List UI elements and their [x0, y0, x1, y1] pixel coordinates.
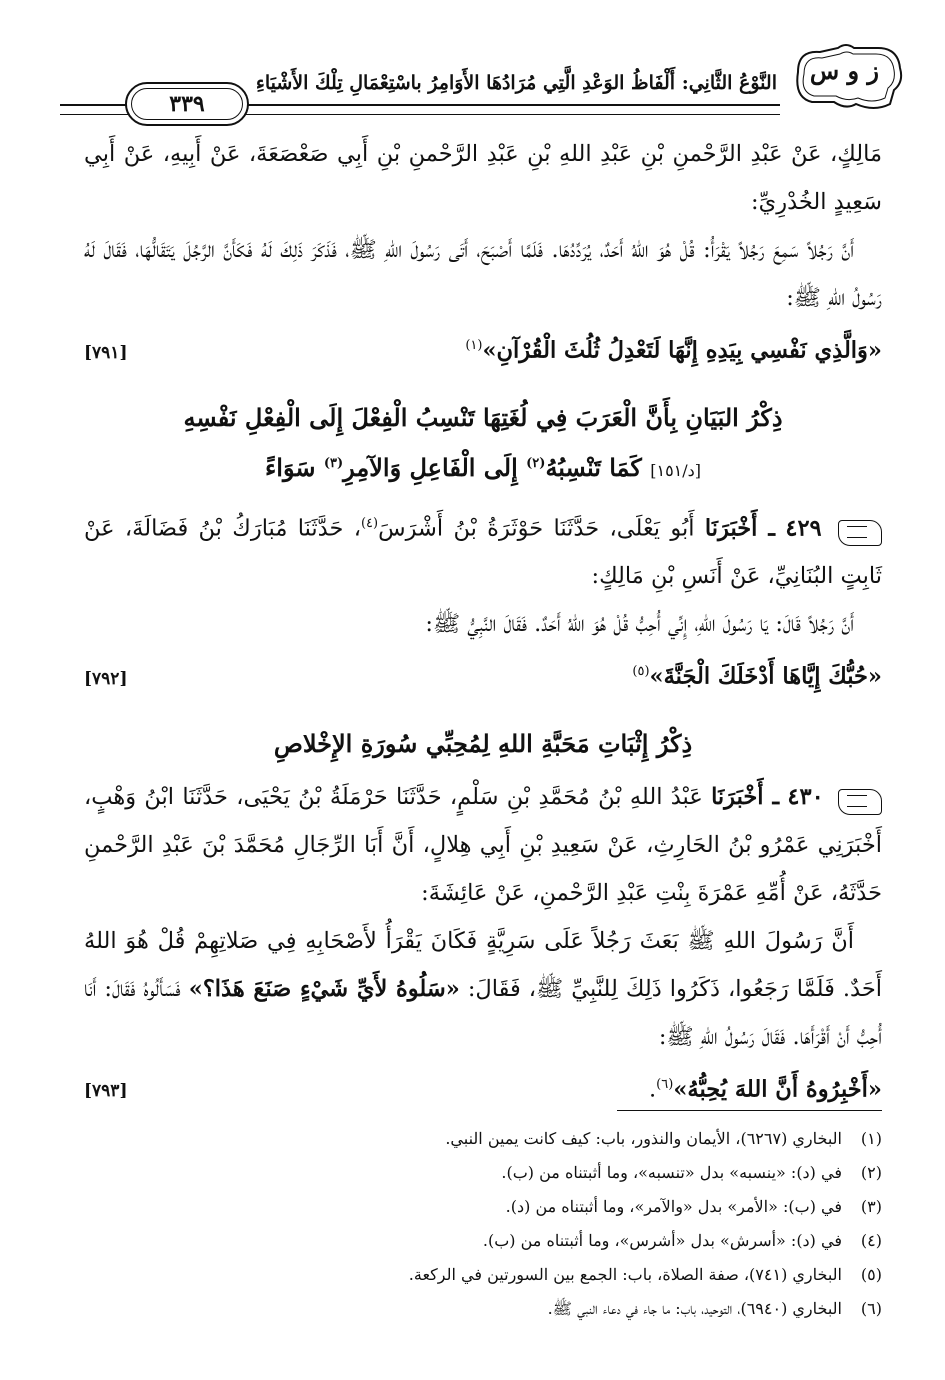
reference-number: [٧٩١] [84, 342, 128, 363]
footnotes [120, 1122, 882, 1326]
paragraph-hadith-430-matn: أَنَّ رَسُولَ اللهِ ﷺ بَعَثَ رَجُلاً عَلَى سَرِيَّةٍ فَكَانَ يَقْرَأُ لأَصْحَابِهِ فِي صَلاتِهِمْ قُلْ هُوَ اللهُ أَحَدٌ. فَلَمَّا رَجَعُوا، ذَكَرُوا ذَلِكَ لِلنَّبِيِّ ﷺ، فَقَالَ: «سَلُوهُ لأَيِّ شَيْءٍ صَنَعَ هَذَا؟» فَسَأَلُوهُ فَقَالَ: أَنَا أُحِبُّ أَنْ أَقْرَأَهَا. فَقَالَ رَسُولُ اللهِ ﷺ: [84, 927, 883, 1050]
ref-row-793: «أَخْبِرُوهُ أَنَّ اللهَ يُحِبُّهُ»$^{(٦)}$. [٧٩٣] [84, 1061, 882, 1116]
hadith-number: ٤٣٠ [787, 783, 824, 810]
prophetic-quote: «حُبُّكَ إِيَّاهَا أَدْخَلَكَ الْجَنَّةَ» [649, 663, 882, 690]
ref-row-791 [84, 322, 882, 377]
footnote-separator [617, 1110, 882, 1111]
reference-number: [٧٩٣] [84, 1081, 128, 1101]
chapter-title: النَّوْعُ الثَّانِي: أَلْفَاظُ الوَعْدِ الَّتِي مُرَادُهَا الأَوَامِرُ باسْتِعْمَالِ تِلْكَ الأَشْيَاءِ [255, 72, 777, 94]
section-heading-1 [84, 395, 882, 494]
page-header [60, 42, 905, 117]
footnote: (١)البخاري (٦٢٦٧)، الأيمان والنذور، باب: كيف كانت يمين النبي. [445, 1129, 882, 1148]
page-number: ٣٣٩ [131, 88, 243, 120]
hadith-430-isnad: ٤٣٠ ـ أَخْبَرَنَا عَبْدُ اللهِ بْنُ مُحَمَّدِ بْنِ سَلْمٍ، حَدَّثَنَا حَرْمَلَةُ بْنُ يَحْيَى، حَدَّثَنَا ابْنُ وَهْبٍ، أَخْبَرَنِي عَمْرُو بْنُ الحَارِثِ، عَنْ سَعِيدِ بْنِ أَبِي هِلالٍ، أَنَّ أَبَا الرِّجَالِ مُحَمَّدَ بْنَ عَبْدِ الرَّحْمنِ حَدَّثَهُ، عَنْ أُمِّهِ عَمْرَةَ بِنْتِ عَبْدِ الرَّحْمنِ، عَنْ عَائِشَةَ: [84, 783, 882, 906]
paragraph-hadith-428-matn [84, 226, 882, 322]
footnote: (٢)في (د): «ينسبه» بدل «تنسبه»، وما أثبتناه من (ب). [501, 1163, 882, 1182]
prophetic-quote: «أَخْبِرُوهُ أَنَّ اللهَ يُحِبُّهُ» [673, 1076, 882, 1102]
heading-line-1: ذِكْرُ البَيَانِ بِأَنَّ الْعَرَبَ فِي لُغَتِهَا تَنْسِبُ الْفِعْلَ إِلَى الْفِعْلِ نَفْسِهِ [183, 402, 783, 432]
hadith-number: ٤٢٩ [785, 515, 822, 541]
prophetic-quote: «سَلُوهُ لأَيِّ شَيْءٍ صَنَعَ هَذَا؟» [188, 975, 460, 1002]
section-heading-2: ذِكْرُ إِثْبَاتِ مَحَبَّةِ اللهِ لِمُحِبِّي سُورَةِ الإِخْلاصِ [273, 728, 693, 758]
hadith-429-isnad: ٤٢٩ ـ أَخْبَرَنَا أَبُو يَعْلَى، حَدَّثَنَا حَوْثَرَةُ بْنُ أَشْرَسَ$^{(٤)}$، حَدَّثَنَا مُبَارَكُ بْنُ فَضَالَةَ، عَنْ ثَابِتٍ البُنَانِيِّ، عَنْ أَنَسِ بْنِ مَالِكٍ: [84, 515, 882, 589]
prophetic-quote: «وَالَّذِي نَفْسِي بِيَدِهِ إِنَّهَا لَتَعْدِلُ ثُلُثَ الْقُرْآنِ» [482, 337, 882, 364]
footnote-marker: (١) [465, 338, 483, 353]
footnote: (٥)البخاري (٧٤١)، صفة الصلاة، باب: الجمع بين السورتين في الركعة. [408, 1265, 882, 1284]
paragraph-hadith-429-matn: أَنَّ رَجُلاً قَالَ: يَا رَسُولَ اللهِ، إِنِّي أُحِبُّ قُلْ هُوَ اللهُ أَحَدٌ. فَقَالَ النَّبِيُّ ﷺ: [425, 611, 854, 637]
footnote: (٣)في (ب): «الأمر» بدل «والآمر»، وما أثبتناه من (د). [505, 1197, 882, 1216]
main-text [84, 130, 882, 1115]
hadith-marker-icon [838, 520, 882, 546]
page-number-frame [125, 82, 249, 126]
hadith-marker-icon [838, 789, 882, 815]
reference-number: [٧٩٢] [84, 668, 128, 689]
manuscript-marker: [د/١٥١] [650, 460, 702, 480]
header-logo-text: ز و س [809, 56, 879, 85]
heading-line-2: [د/١٥١] كَمَا تَنْسِبُهُ$^{(٢)}$ إِلَى الْفَاعِلِ وَالآمِرِ$^{(٣)}$ سَوَاءً [264, 452, 702, 482]
ref-row-792: «حُبُّكَ إِيَّاهَا أَدْخَلَكَ الْجَنَّةَ»$^{(٥)}$ [٧٩٢] [84, 648, 882, 703]
footnote: (٦)البخاري (٦٩٤٠)، التوحيد، باب: ما جاء في دعاء النبي ﷺ. [547, 1299, 882, 1318]
matn-text: أَنَّ رَجُلاً سَمِعَ رَجُلاً يَقْرَأُ: قُلْ هُوَ اللهُ أَحَدٌ، يُرَدِّدُهَا. فَلَمَّا أَصْبَحَ، أَتَى رَسُولَ اللهِ ﷺ، فَذَكَرَ ذَلِكَ لَهُ فَكَأَنَّ الرَّجُلَ يَتَقَالُّهَا، فَقَالَ لَهُ رَسُولُ اللهِ ﷺ: [84, 237, 882, 311]
footnote: (٤)في (د): «أسرش» بدل «أشرس»، وما أثبتناه من (ب). [482, 1231, 882, 1250]
paragraph-isnad-cont: مَالِكٍ، عَنْ عَبْدِ الرَّحْمنِ بْنِ عَبْدِ اللهِ بْنِ عَبْدِ الرَّحْمنِ بْنِ أَبِي صَعْصَعَةَ، عَنْ أَبِيهِ، عَنْ أَبِي سَعِيدٍ الخُدْرِيِّ: [84, 141, 882, 215]
